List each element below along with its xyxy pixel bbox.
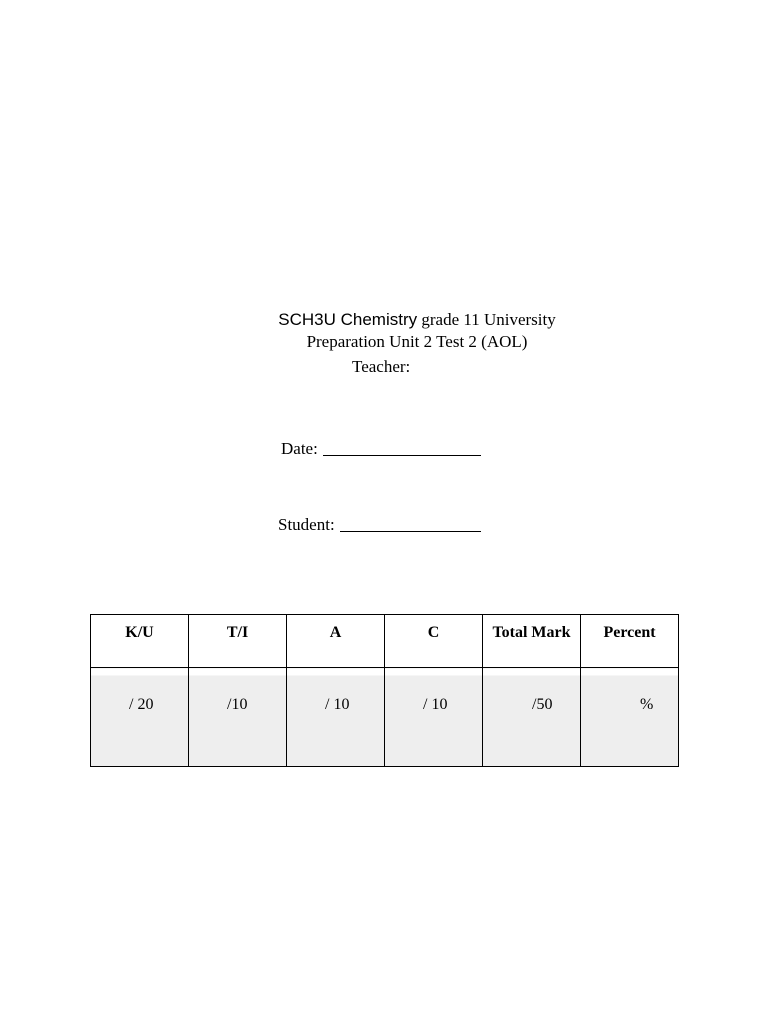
marks-header-row bbox=[91, 615, 679, 668]
student-blank-line[interactable] bbox=[340, 515, 481, 532]
test-title bbox=[0, 309, 768, 353]
value-a: / 10 bbox=[325, 696, 350, 713]
header-total-mark: Total Mark bbox=[483, 615, 581, 668]
date-label: Date: bbox=[281, 439, 318, 458]
title-grade: grade 11 University bbox=[417, 310, 556, 329]
title-line-2: Preparation Unit 2 Test 2 (AOL) bbox=[306, 332, 528, 351]
student-label: Student: bbox=[278, 515, 335, 534]
value-ti: /10 bbox=[227, 696, 248, 713]
cell-ti[interactable] bbox=[189, 668, 287, 767]
date-blank-line[interactable] bbox=[323, 439, 481, 456]
header-a: A bbox=[287, 615, 385, 668]
header-c: C bbox=[385, 615, 483, 668]
cell-percent[interactable] bbox=[581, 668, 679, 767]
cell-ku[interactable] bbox=[91, 668, 189, 767]
value-percent: % bbox=[640, 696, 654, 713]
header-ku: K/U bbox=[91, 615, 189, 668]
marks-table bbox=[90, 614, 679, 767]
course-code: SCH3U Chemistry bbox=[278, 310, 418, 329]
value-c: / 10 bbox=[423, 696, 448, 713]
marks-value-row bbox=[91, 668, 679, 767]
cell-total-mark[interactable] bbox=[483, 668, 581, 767]
teacher-label: Teacher: bbox=[352, 357, 411, 376]
title-line-1 bbox=[0, 309, 768, 331]
header-ti: T/I bbox=[189, 615, 287, 668]
date-field bbox=[281, 438, 481, 460]
value-ku: / 20 bbox=[129, 696, 154, 713]
student-field bbox=[278, 514, 481, 536]
cell-a[interactable] bbox=[287, 668, 385, 767]
cell-c[interactable] bbox=[385, 668, 483, 767]
value-total-mark: /50 bbox=[532, 696, 553, 713]
header-percent: Percent bbox=[581, 615, 679, 668]
